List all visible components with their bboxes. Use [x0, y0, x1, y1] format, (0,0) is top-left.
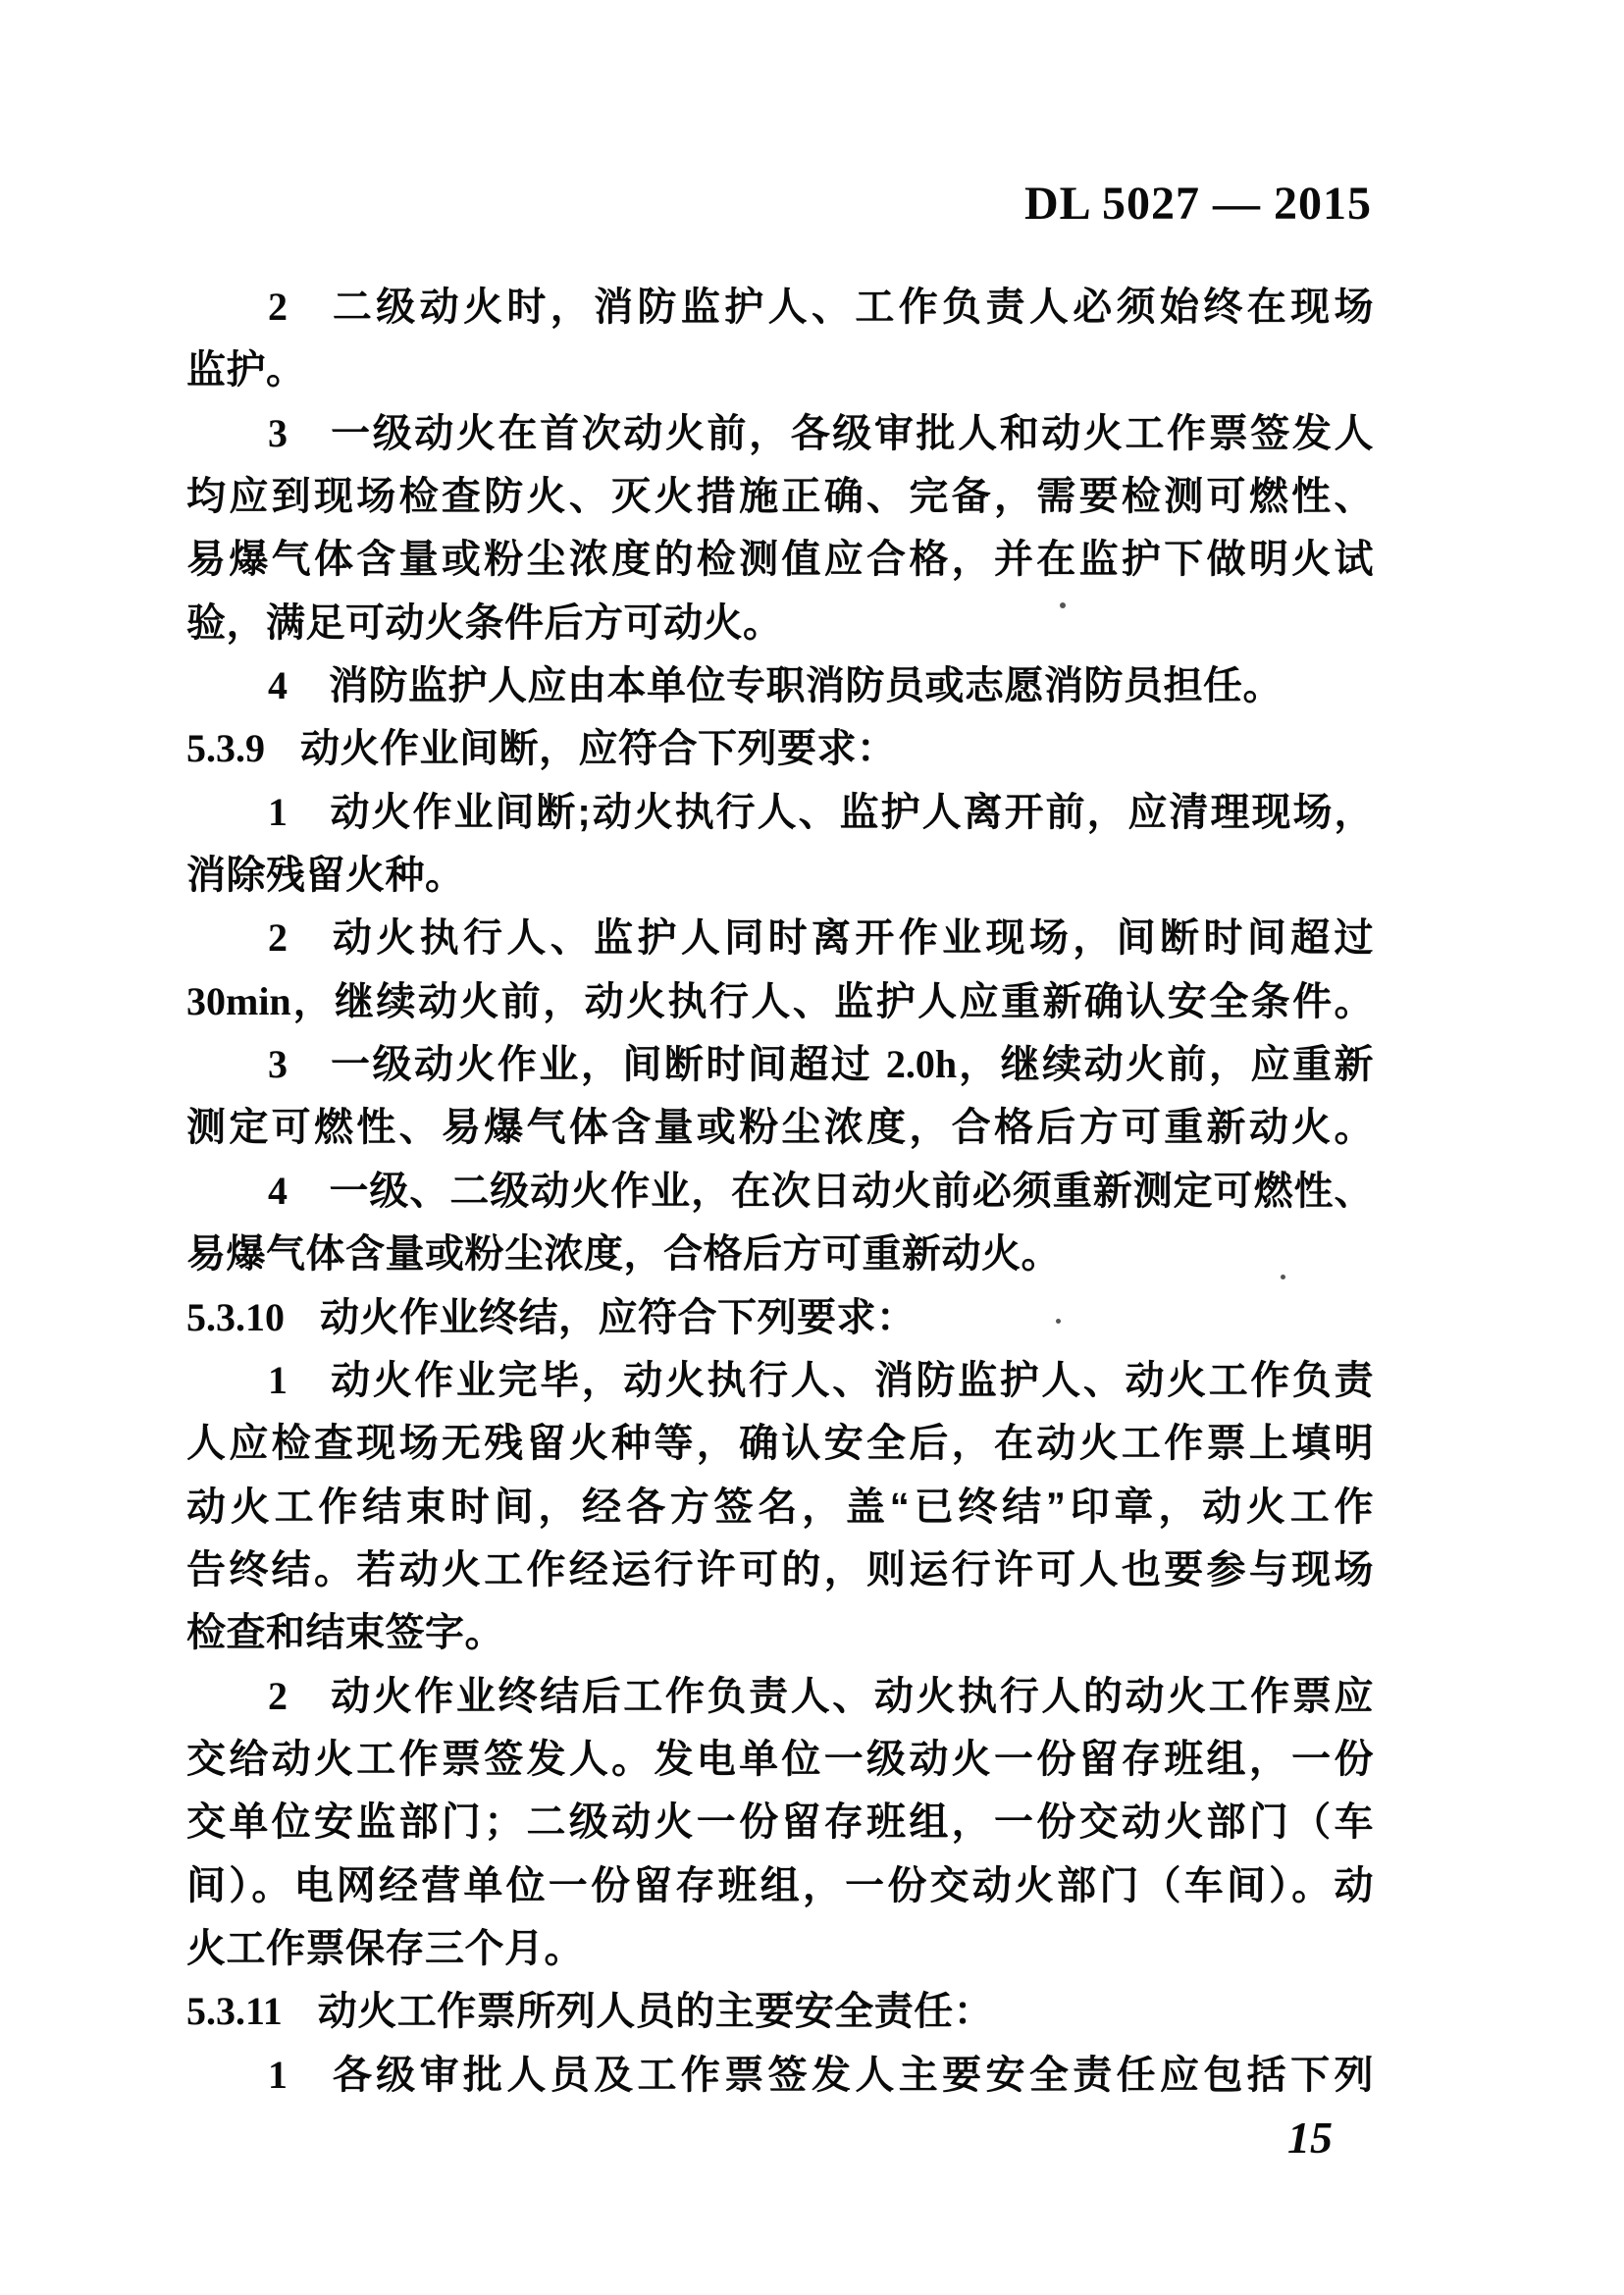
text-line	[186, 781, 1374, 844]
text-line	[186, 465, 1374, 528]
line-text: 消防监护人应由本单位专职消防员或志愿消防员担任。	[329, 664, 1283, 708]
clause-number: 5.3.10	[186, 1294, 285, 1339]
text-line	[186, 654, 1374, 717]
text-line	[186, 907, 1374, 969]
text-line	[186, 1854, 1374, 1917]
text-line	[186, 717, 1374, 780]
line-text: 30min，继续动火前，动火执行人、监护人应重新确认安全条件。	[186, 978, 1374, 1023]
text-line	[186, 1917, 1374, 1980]
line-text: 人应检查现场无残留火种等，确认安全后，在动火工作票上填明	[186, 1422, 1374, 1466]
text-line	[186, 402, 1374, 465]
scan-artifact-dot	[1281, 1275, 1285, 1279]
item-number: 4	[268, 663, 288, 708]
text-line	[186, 1980, 1374, 2043]
line-text: 各级审批人员及工作票签发人主要安全责任应包括下列	[329, 2053, 1374, 2097]
line-text: 一级、二级动火作业，在次日动火前必须重新测定可燃性、	[329, 1169, 1374, 1213]
line-text: 火工作票保存三个月。	[186, 1926, 584, 1970]
line-text: 动火作业间断;动火执行人、监护人离开前，应清理现场，	[329, 790, 1374, 834]
line-text: 一级动火作业，间断时间超过 2.0h，继续动火前，应重新	[329, 1042, 1374, 1087]
line-text: 间）。电网经营单位一份留存班组，一份交动火部门（车间）。动	[186, 1863, 1374, 1907]
item-number: 1	[268, 2052, 288, 2097]
line-text: 易爆气体含量或粉尘浓度，合格后方可重新动火。	[186, 1232, 1061, 1277]
scan-artifact-dot	[1056, 1319, 1061, 1324]
text-line	[186, 1033, 1374, 1096]
line-text: 监护。	[186, 348, 306, 392]
text-line	[186, 1476, 1374, 1539]
line-text: 测定可燃性、易爆气体含量或粉尘浓度，合格后方可重新动火。	[186, 1106, 1374, 1150]
item-number: 2	[268, 1673, 288, 1718]
line-text: 易爆气体含量或粉尘浓度的检测值应合格，并在监护下做明火试	[186, 538, 1374, 582]
item-number: 4	[268, 1168, 288, 1213]
line-text: 动火作业终结后工作负责人、动火执行人的动火工作票应	[329, 1674, 1374, 1718]
text-line	[186, 339, 1374, 401]
line-text: 交单位安监部门；二级动火一份留存班组，一份交动火部门（车	[186, 1800, 1374, 1845]
text-line	[186, 1728, 1374, 1791]
line-text: 验，满足可动火条件后方可动火。	[186, 600, 783, 645]
line-text: 二级动火时，消防监护人、工作负责人必须始终在现场	[329, 286, 1374, 329]
text-line	[186, 1601, 1374, 1664]
line-text: 动火作业间断，应符合下列要求：	[300, 727, 897, 771]
line-text: 均应到现场检查防火、灭火措施正确、完备，需要检测可燃性、	[186, 475, 1374, 519]
clause-number: 5.3.11	[186, 1989, 283, 2034]
text-line	[186, 592, 1374, 654]
standard-number-header: DL 5027 — 2015	[1023, 178, 1372, 230]
text-block	[186, 276, 1374, 2107]
line-text: 消除残留火种。	[186, 854, 465, 898]
text-line	[186, 1791, 1374, 1853]
line-text: 动火工作票所列人员的主要安全责任：	[317, 1990, 994, 2034]
scan-artifact-dot	[1060, 602, 1066, 608]
text-line	[186, 1539, 1374, 1601]
item-number: 1	[268, 1357, 288, 1402]
text-line	[186, 1665, 1374, 1728]
page-number: 15	[1287, 2112, 1333, 2163]
text-line	[186, 276, 1374, 339]
line-text: 动火作业终结，应符合下列要求：	[320, 1295, 917, 1339]
line-text: 动火执行人、监护人同时离开作业现场，间断时间超过	[329, 916, 1374, 961]
item-number: 2	[268, 285, 288, 329]
line-text: 检查和结束签字。	[186, 1611, 504, 1655]
text-line	[186, 1096, 1374, 1159]
item-number: 2	[268, 915, 288, 961]
text-line	[186, 970, 1374, 1033]
text-line	[186, 1349, 1374, 1412]
item-number: 3	[268, 1042, 288, 1087]
line-text: 交给动火工作票签发人。发电单位一级动火一份留存班组，一份	[186, 1737, 1374, 1781]
text-line	[186, 1412, 1374, 1475]
text-line	[186, 1223, 1374, 1285]
clause-number: 5.3.9	[186, 726, 265, 771]
line-text: 动火工作结束时间，经各方签名，盖“已终结”印章，动火工作	[186, 1485, 1374, 1529]
text-line	[186, 844, 1374, 907]
item-number: 3	[268, 410, 288, 455]
line-text: 动火作业完毕，动火执行人、消防监护人、动火工作负责	[329, 1358, 1374, 1402]
line-text: 告终结。若动火工作经运行许可的，则运行许可人也要参与现场	[186, 1547, 1374, 1591]
text-line	[186, 2044, 1374, 2107]
text-line	[186, 1160, 1374, 1223]
line-text: 一级动火在首次动火前，各级审批人和动火工作票签发人	[329, 411, 1374, 455]
text-line	[186, 1286, 1374, 1349]
text-line	[186, 528, 1374, 591]
item-number: 1	[268, 789, 288, 834]
